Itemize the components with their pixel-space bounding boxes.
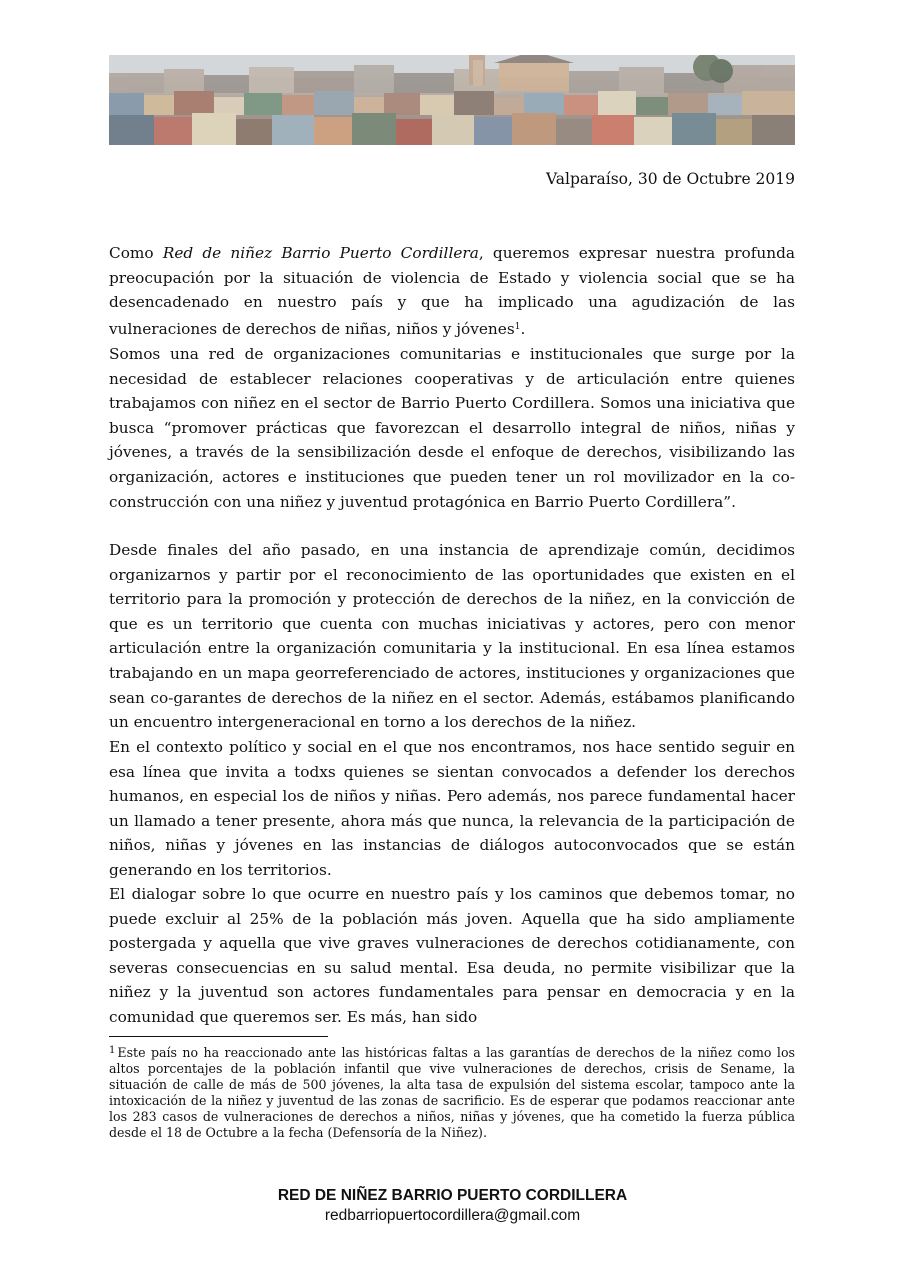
paragraph-intro-text: , queremos expresar nuestra profunda preocupación por la situación de violencia de Estado y violencia social que se ha desencadenado en nuestro país y que ha implicado una agudización de las vulneraciones de derechos de niñas, niños y jóvenes (109, 244, 795, 338)
paragraph-intro-lead: Como (109, 244, 163, 262)
footnote (109, 1043, 795, 1142)
footnote-divider (109, 1036, 328, 1037)
paragraph-history: Desde finales del año pasado, en una instancia de aprendizaje común, decidimos organizarnos y partir por el reconocimiento de las oportunidades que existen en el territorio para la promoción y protección de derechos de la niñez, en la convicción de que es un territorio que cuenta con muchas iniciativas y actores, pero con menor articulación entre la organización comunitaria y la institucional. En esa línea estamos trabajando en un mapa georreferenciado de actores, instituciones y organizaciones que sean co-garantes de derechos de la niñez en el sector. Además, estábamos planificando un encuentro intergeneracional en torno a los derechos de la niñez. (109, 541, 795, 732)
header-banner-photo (109, 55, 795, 145)
footer-email: redbarriopuertocordillera@gmail.com (324, 1207, 581, 1224)
letter-date: Valparaíso, 30 de Octubre 2019 (545, 170, 795, 188)
paragraph-dialogue: El dialogar sobre lo que ocurre en nuestro país y los caminos que debemos tomar, no puede excluir al 25% de la población más joven. Aquella que ha sido ampliamente postergada y aquella que vive graves vulneraciones de derechos cotidianamente, con severas consecuencias en su salud mental. Esa deuda, no permite visibilizar que la niñez y la juventud son actores fundamentales para pensar en democracia y en la comunidad que queremos ser. Es más, han sido (109, 885, 795, 1026)
paragraph-about-network: Somos una red de organizaciones comunitarias e institucionales que surge por la necesidad de establecer relaciones cooperativas y de articulación entre quienes trabajamos con niñez en el sector de Barrio Puerto Cordillera. Somos una iniciativa que busca “promover prácticas que favorezcan el desarrollo integral de niños, niñas y jóvenes, a través de la sensibilización desde el enfoque de derechos, visibilizando las organización, actores e instituciones que pueden tener un rol movilizador en la co-construcción con una niñez y juventud protagónica en Barrio Puerto Cordillera”. (109, 345, 795, 511)
footnote-text: Este país no ha reaccionado ante las históricas faltas a las garantías de derechos de la niñez como los altos porcentajes de la población infantil que vive vulneraciones de derechos, crisis de Sename, la situación de calle de más de 500 jóvenes, la alta tasa de expulsión del sistema escolar, tampoco ante la intoxicación de la niñez y juventud de las zonas de sacrificio. Es de esperar que podamos reaccionar ante los 283 casos de vulneraciones de derechos a niños, niñas y jóvenes, que ha cometido la fuerza pública desde el 18 de Octubre a la fecha (Defensoría de la Niñez). (109, 1045, 795, 1141)
footer-org-name: RED DE NIÑEZ BARRIO PUERTO CORDILLERA (277, 1187, 628, 1204)
network-name: Red de niñez Barrio Puerto Cordillera (162, 244, 479, 262)
paragraph-context: En el contexto político y social en el que nos encontramos, nos hace sentido seguir en esa línea que invita a todxs quienes se sientan convocados a defender los derechos humanos, en especial los de niños y niñas. Pero además, nos parece fundamental hacer un llamado a tener presente, ahora más que nunca, la relevancia de la participación de niños, niñas y jóvenes en las instancias de diálogos autoconvocados que se están generando en los territorios. (109, 738, 795, 879)
paragraph-intro (109, 241, 795, 341)
paragraph-intro-end: . (520, 319, 526, 338)
footnote-reference: 1 (514, 321, 521, 332)
footnote-mark: 1 (109, 1045, 116, 1056)
